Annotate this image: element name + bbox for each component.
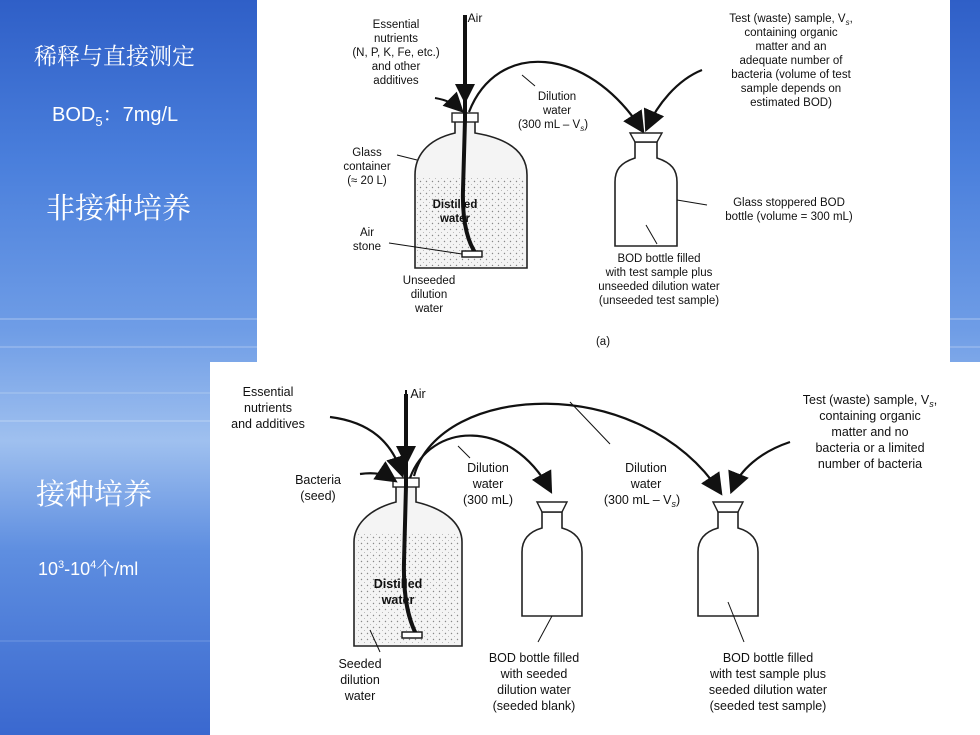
seeded-diagram-panel <box>210 362 980 735</box>
svg-text:bacteria or a limited: bacteria or a limited <box>815 441 925 455</box>
svg-text:sample depends on: sample depends on <box>740 83 842 95</box>
leader-line <box>458 446 470 458</box>
unseeded-diagram-panel <box>257 0 950 362</box>
svg-text:number of bacteria: number of bacteria <box>817 457 923 471</box>
svg-text:matter and no: matter and no <box>831 425 909 439</box>
svg-text:nutrients: nutrients <box>373 33 419 45</box>
bod-bottle-blank <box>522 512 582 616</box>
bacteria-label <box>295 473 341 503</box>
bod-bottle-sample-label <box>709 651 827 713</box>
svg-text:Dilution: Dilution <box>625 461 667 475</box>
air-stone <box>462 251 482 257</box>
svg-text:(≈ 20 L): (≈ 20 L) <box>347 175 387 187</box>
svg-text:stone: stone <box>352 241 382 253</box>
svg-text:dilution: dilution <box>340 673 380 687</box>
svg-text:containing organic: containing organic <box>744 27 838 39</box>
nutrient-arrow <box>435 98 461 110</box>
svg-text:Bacteria: Bacteria <box>295 473 341 487</box>
svg-text:water: water <box>381 593 415 607</box>
unseeded-water-label <box>403 275 455 315</box>
svg-text:BOD bottle filled: BOD bottle filled <box>488 651 580 665</box>
svg-text:water: water <box>414 303 444 315</box>
svg-text:Dilution: Dilution <box>537 91 577 103</box>
svg-text:(300 mL): (300 mL) <box>462 493 514 507</box>
air-label: Air <box>410 387 426 401</box>
leader-line <box>538 616 552 642</box>
seeded-diagram <box>210 362 980 735</box>
glass-bottle-label <box>725 197 853 223</box>
svg-text:adequate number of: adequate number of <box>739 55 843 67</box>
svg-text:bacteria (volume of test: bacteria (volume of test <box>731 69 851 81</box>
title-dilution: 稀释与直接测定 <box>34 43 195 69</box>
svg-text:BOD bottle filled: BOD bottle filled <box>722 651 814 665</box>
svg-text:containing organic: containing organic <box>819 409 921 423</box>
svg-text:additives: additives <box>373 75 419 87</box>
svg-text:(seed): (seed) <box>300 489 336 503</box>
svg-text:with seeded: with seeded <box>500 667 568 681</box>
svg-text:nutrients: nutrients <box>244 401 292 415</box>
dilution-water-label-2 <box>604 461 680 509</box>
seeded-water-label <box>338 657 381 703</box>
svg-text:estimated BOD): estimated BOD) <box>750 97 832 109</box>
svg-text:container: container <box>343 161 391 173</box>
svg-text:seeded dilution water: seeded dilution water <box>708 683 828 697</box>
svg-text:and other: and other <box>371 61 421 73</box>
nutrient-arrow <box>330 417 402 474</box>
bod-bottle-sample <box>698 512 758 616</box>
air-stone <box>402 632 422 638</box>
unseeded-culture-label: 非接种培养 <box>46 193 192 225</box>
svg-text:Glass: Glass <box>352 147 382 159</box>
svg-text:(300 mL – Vs): (300 mL – $V_s$) <box>603 493 681 509</box>
air-label: Air <box>467 11 483 25</box>
svg-text:Distilled: Distilled <box>373 577 423 591</box>
test-sample-arrow <box>732 442 790 490</box>
leader-line <box>677 200 707 205</box>
svg-text:Test (waste) sample, Vs,: Test (waste) sample, $V_s$, <box>729 13 853 27</box>
svg-text:Unseeded: Unseeded <box>402 275 456 287</box>
leader-line <box>522 75 535 86</box>
svg-text:Glass stoppered BOD: Glass stoppered BOD <box>733 197 845 209</box>
svg-text:water: water <box>472 477 504 491</box>
bod-bottle-stopper <box>713 502 743 512</box>
bacteria-concentration-label: $10^3-10^4$个/ml <box>38 559 139 579</box>
svg-text:Air: Air <box>359 227 375 239</box>
svg-text:(N, P, K, Fe, etc.): (N, P, K, Fe, etc.) <box>352 47 440 59</box>
test-sample-arrow <box>647 70 702 128</box>
svg-text:(unseeded test sample): (unseeded test sample) <box>598 295 720 307</box>
leader-line <box>397 155 417 160</box>
svg-text:water: water <box>439 213 471 225</box>
svg-text:matter and an: matter and an <box>755 41 827 53</box>
bod-bottle-blank-label <box>489 651 579 713</box>
seeded-culture-label: 接种培养 <box>36 479 153 511</box>
bod-bottle-stopper <box>630 133 662 142</box>
nutrients-label <box>231 385 305 431</box>
unseeded-diagram <box>257 0 950 362</box>
svg-text:dilution water: dilution water <box>497 683 571 697</box>
svg-text:Seeded: Seeded <box>338 657 382 671</box>
svg-text:Essential: Essential <box>242 385 294 399</box>
glass-container-label <box>343 147 390 187</box>
svg-text:Test (waste) sample, Vs,: Test (waste) sample, $V_s$, <box>802 393 938 409</box>
bacteria-arrow <box>360 473 394 480</box>
svg-text:water: water <box>542 105 572 117</box>
svg-text:Dilution: Dilution <box>467 461 509 475</box>
nutrients-label <box>352 19 440 87</box>
svg-text:water: water <box>630 477 662 491</box>
dilution-water-label-1 <box>463 461 513 507</box>
svg-text:dilution: dilution <box>410 289 448 301</box>
air-stone-label <box>353 227 381 253</box>
bod-bottle-label <box>598 253 720 307</box>
dilution-water-label <box>518 91 588 133</box>
svg-text:(300 mL – Vs): (300 mL – $V_s$) <box>517 119 589 133</box>
bod-bottle <box>615 142 677 246</box>
svg-text:(seeded test sample): (seeded test sample) <box>709 699 827 713</box>
svg-text:bottle (volume = 300 mL): bottle (volume = 300 mL) <box>725 211 853 223</box>
svg-text:Essential: Essential <box>372 19 420 31</box>
svg-text:Distilled: Distilled <box>432 199 478 211</box>
svg-text:with test sample plus: with test sample plus <box>605 267 713 279</box>
svg-text:water: water <box>344 689 376 703</box>
svg-text:unseeded dilution water: unseeded dilution water <box>598 281 720 293</box>
test-sample-label <box>729 13 853 109</box>
test-sample-label <box>803 393 937 471</box>
bod-value-label: $BOD_5$：7mg/L <box>52 104 179 129</box>
svg-text:(seeded blank): (seeded blank) <box>492 699 576 713</box>
bod-bottle-stopper <box>537 502 567 512</box>
svg-text:and additives: and additives <box>231 417 305 431</box>
caption-a: (a) <box>595 336 611 348</box>
svg-text:BOD bottle filled: BOD bottle filled <box>617 253 701 265</box>
svg-text:with test sample plus: with test sample plus <box>709 667 827 681</box>
